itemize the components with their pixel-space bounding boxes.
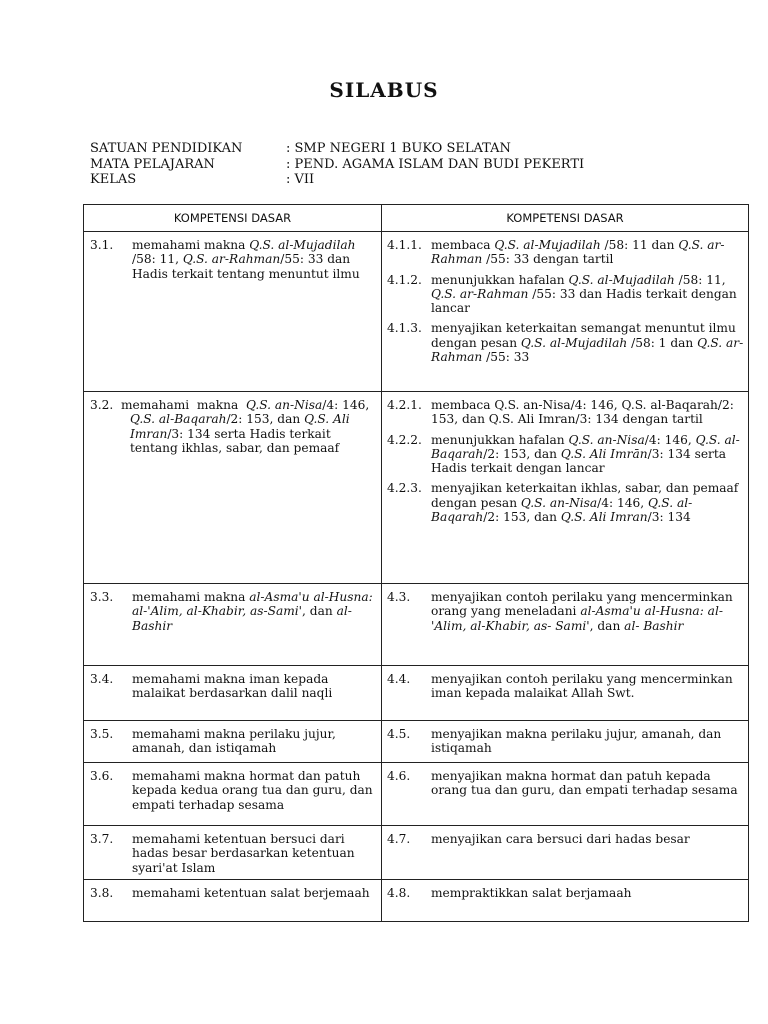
meta-row-satuan-pendidikan (90, 141, 690, 157)
ki-item (387, 832, 744, 846)
item-text: memahami makna al-Asma'u al-Husna: al-'Alim, al-Khabir, as-Sami', dan al-Bashir (132, 590, 373, 633)
header-kompetensi-dasar-kd: KOMPETENSI DASAR (84, 205, 382, 232)
item-text: memahami makna iman kepada malaikat berdasarkan dalil naqli (132, 672, 333, 701)
header-kompetensi-dasar-ki: KOMPETENSI DASAR (382, 205, 749, 232)
item-text: membaca Q.S. al-Mujadilah /58: 11 dan Q.S. ar-Rahman /55: 33 dengan tartil (431, 238, 725, 267)
item-number: 3.4. (90, 672, 114, 686)
item-text: menyajikan contoh perilaku yang mencerminkan iman kepada malaikat Allah Swt. (431, 672, 733, 701)
item-number: 3.6. (90, 769, 114, 783)
document-title: SILABUS (329, 78, 439, 102)
item-number: 4.1.3. (387, 321, 422, 336)
item-text: menunjukkan hafalan Q.S. al-Mujadilah /58: 11, Q.S. ar-Rahman /55: 33 dan Hadis terkait dengan lancar (431, 272, 737, 316)
ki-item (387, 481, 744, 524)
item-text: memahami ketentuan salat berjemaah (132, 886, 370, 900)
ki-cell (382, 666, 749, 721)
item-text: memahami ketentuan bersuci dari hadas besar berdasarkan ketentuan syari'at Islam (132, 832, 355, 875)
item-text: membaca Q.S. an-Nisa/4: 146, Q.S. al-Baqarah/2: 153, dan Q.S. Ali Imran/3: 134 dengan tartil (431, 398, 734, 427)
ki-item (387, 273, 744, 316)
kd-cell (84, 666, 382, 721)
item-number: 4.1.2. (387, 272, 422, 287)
item-text: menyajikan contoh perilaku yang mencerminkan orang yang meneladani al-Asma'u al-Husna: al- 'Alim, al-Khabir, as- Sami', dan al- Bashir (431, 590, 733, 633)
kd-cell (84, 880, 382, 922)
item-number: 4.6. (387, 769, 411, 783)
item-number: 4.5. (387, 727, 411, 741)
meta-value: : PEND. AGAMA ISLAM DAN BUDI PEKERTI (286, 156, 585, 172)
item-number: 4.8. (387, 886, 411, 900)
kd-item (90, 769, 377, 812)
competency-table (83, 204, 749, 922)
table-row (84, 826, 749, 880)
meta-key: SATUAN PENDIDIKAN (90, 141, 243, 156)
kd-item (90, 590, 377, 633)
ki-item (387, 727, 744, 756)
meta-row-mata-pelajaran (90, 157, 690, 173)
ki-cell (382, 584, 749, 666)
ki-item (387, 433, 744, 476)
ki-item (387, 886, 744, 900)
item-text: menyajikan makna hormat dan patuh kepada orang tua dan guru, dan empati terhadap sesama (431, 769, 738, 798)
kd-item (90, 832, 377, 875)
table-row (84, 721, 749, 763)
item-text: menunjukkan hafalan Q.S. an-Nisa/4: 146, Q.S. al-Baqarah/2: 153, dan Q.S. Ali Imrān/3: 134 serta Hadis terkait dengan lancar (431, 432, 740, 476)
kd-item (90, 238, 377, 281)
meta-value: : VII (286, 172, 315, 187)
meta-key: KELAS (90, 172, 137, 187)
item-number: 3.5. (90, 727, 114, 741)
item-number: 3.8. (90, 886, 114, 900)
kd-item (90, 886, 377, 900)
kd-item (90, 727, 377, 756)
table-header-row (84, 205, 749, 232)
meta-row-kelas (90, 172, 690, 188)
item-text: menyajikan keterkaitan semangat menuntut ilmu dengan pesan Q.S. al-Mujadilah /58: 1 dan Q.S. ar- Rahman /55: 33 (431, 321, 744, 365)
item-number: 4.2.3. (387, 481, 422, 496)
kd-cell (84, 392, 382, 584)
ki-cell (382, 763, 749, 826)
kd-cell (84, 721, 382, 763)
kd-cell (84, 232, 382, 392)
item-text: memahami makna Q.S. al-Mujadilah /58: 11, Q.S. ar-Rahman/55: 33 dan Hadis terkait tentang menuntut ilmu (132, 238, 360, 281)
table-row (84, 880, 749, 922)
meta-value: : SMP NEGERI 1 BUKO SELATAN (286, 141, 511, 156)
ki-item (387, 321, 744, 364)
ki-item (387, 398, 744, 427)
kd-item: 3.2. memahami makna Q.S. an-Nisa/4: 146, Q.S. al-Baqarah/2: 153, dan Q.S. Ali Imran/3: 134 serta Hadis terkait tentang ikhlas, sabar, dan pemaaf (90, 398, 370, 455)
ki-cell (382, 826, 749, 880)
item-number: 3.1. (90, 238, 114, 252)
table-row (84, 666, 749, 721)
meta-key: MATA PELAJARAN (90, 156, 215, 172)
table-row (84, 763, 749, 826)
kd-cell (84, 763, 382, 826)
item-text: menyajikan cara bersuci dari hadas besar (431, 832, 690, 846)
table-body (84, 232, 749, 922)
item-number: 4.7. (387, 832, 411, 846)
item-text: menyajikan keterkaitan ikhlas, sabar, dan pemaaf dengan pesan Q.S. an-Nisa/4: 146, Q.S. al-Baqarah/2: 153, dan Q.S. Ali Imran/3: 134 (431, 481, 739, 525)
ki-item (387, 238, 744, 267)
item-number: 3.3. (90, 590, 114, 604)
table-row (84, 584, 749, 666)
item-number: 4.2.2. (387, 432, 422, 447)
ki-cell (382, 721, 749, 763)
kd-item (90, 672, 377, 701)
ki-cell (382, 880, 749, 922)
item-text: mempraktikkan salat berjamaah (431, 886, 632, 900)
ki-item (387, 769, 744, 798)
document-meta (90, 141, 690, 188)
kd-cell (84, 826, 382, 880)
item-number: 4.2.1. (387, 398, 422, 412)
kd-cell (84, 584, 382, 666)
table-row (84, 232, 749, 392)
ki-cell (382, 392, 749, 584)
ki-cell (382, 232, 749, 392)
item-number: 4.3. (387, 590, 411, 604)
ki-item (387, 672, 744, 701)
item-number: 3.7. (90, 832, 114, 846)
item-text: memahami makna hormat dan patuh kepada kedua orang tua dan guru, dan empati terhadap sesama (132, 769, 373, 812)
item-text: memahami makna perilaku jujur, amanah, dan istiqamah (132, 727, 336, 756)
table-row (84, 392, 749, 584)
ki-item (387, 590, 744, 633)
item-number: 4.4. (387, 672, 411, 686)
item-number: 4.1.1. (387, 238, 422, 252)
item-text: menyajikan makna perilaku jujur, amanah, dan istiqamah (431, 727, 722, 756)
